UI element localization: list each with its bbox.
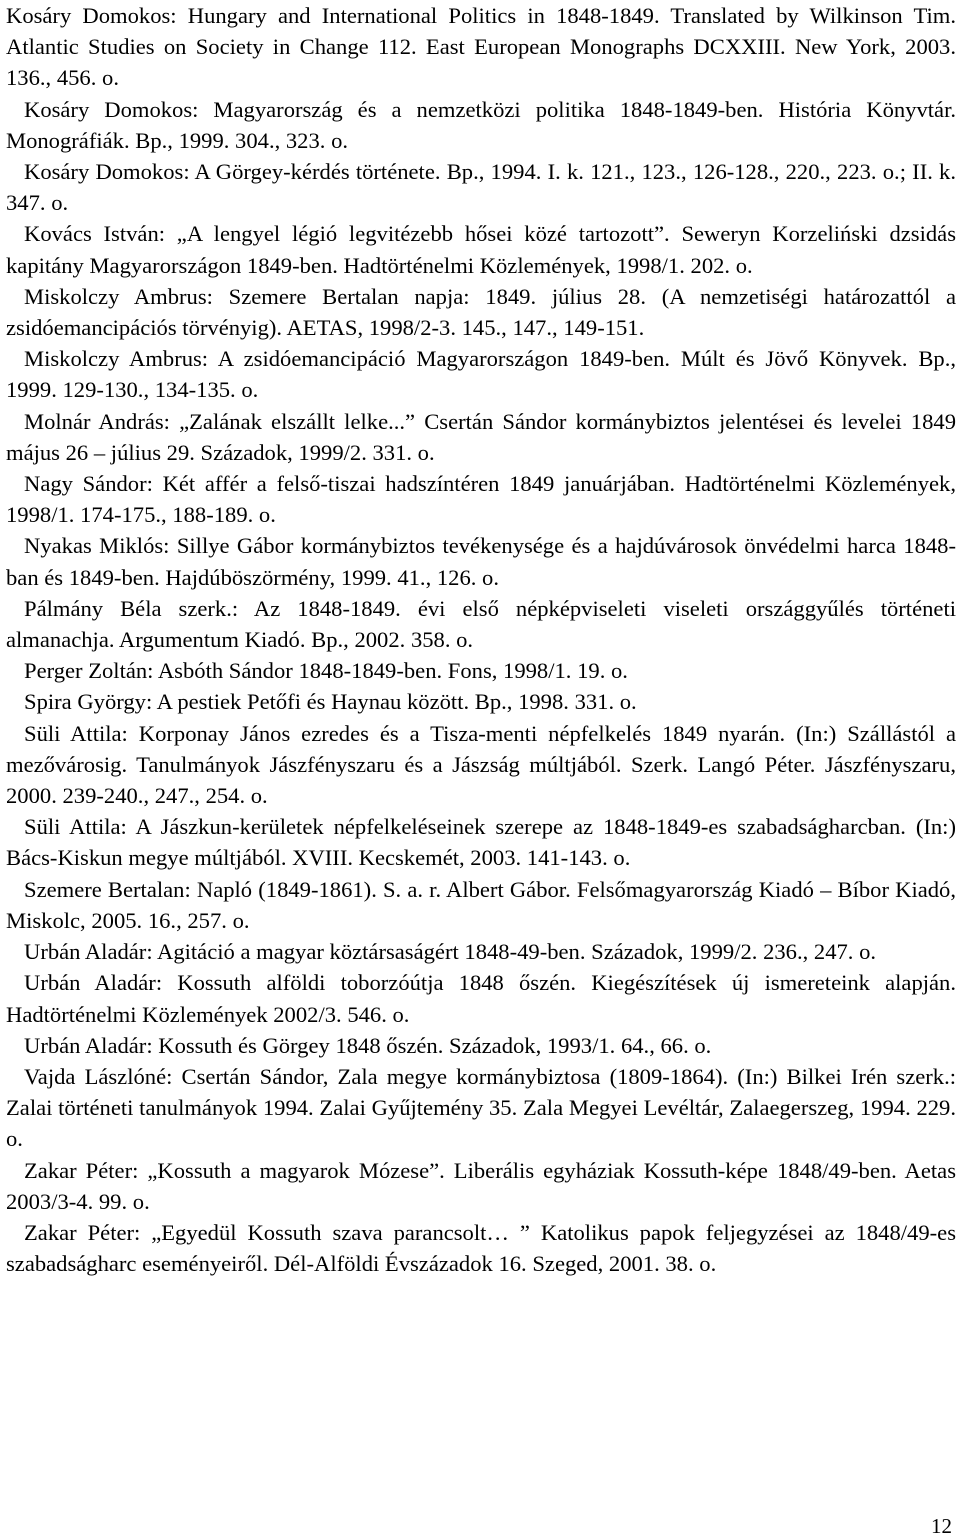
reference-entry [6, 718, 956, 812]
reference-entry [6, 406, 956, 468]
reference-entry [6, 593, 956, 655]
reference-text: Zakar Péter: „Kossuth a magyarok Mózese”. Liberális egyháziak Kossuth-képe 1848/49-ben. Aetas 2003/3-4. 99. o. [6, 1157, 956, 1214]
reference-entry [6, 1030, 956, 1061]
reference-text: Spira György: A pestiek Petőfi és Haynau között. Bp., 1998. 331. o. [24, 689, 637, 715]
reference-entry [6, 281, 956, 343]
reference-text: Szemere Bertalan: Napló (1849-1861). S. a. r. Albert Gábor. Felsőmagyarország Kiadó – Bíbor Kiadó, Miskolc, 2005. 16., 257. o. [6, 876, 956, 933]
reference-entry [6, 686, 956, 717]
reference-text: Nagy Sándor: Két affér a felső-tiszai hadszíntéren 1849 januárjában. Hadtörténelmi Közlemények, 1998/1. 174-175., 188-189. o. [6, 471, 956, 528]
reference-text: Kovács István: „A lengyel légió legvitézebb hősei közé tartozott”. Seweryn Korzeliński dzsidás kapitány Magyarországon 1849-ben. Hadtörténelmi Közlemények, 1998/1. 202. o. [6, 221, 956, 278]
reference-entry [6, 811, 956, 873]
reference-entry [6, 1217, 956, 1279]
reference-text: Süli Attila: A Jászkun-kerületek népfelkeléseinek szerepe az 1848-1849-es szabadságharcban. (In:) Bács-Kiskun megye múltjából. XVIII. Kecskemét, 2003. 141-143. o. [6, 814, 956, 871]
reference-text: Urbán Aladár: Kossuth alföldi toborzóútja 1848 őszén. Kiegészítések új ismereteink alapján. Hadtörténelmi Közlemények 2002/3. 546. o. [6, 970, 956, 1027]
reference-entry [6, 218, 956, 280]
reference-text: Kosáry Domokos: Magyarország és a nemzetközi politika 1848-1849-ben. História Könyvtár. Monográfiák. Bp., 1999. 304., 323. o. [6, 96, 956, 153]
reference-text: Süli Attila: Korponay János ezredes és a Tisza-menti népfelkelés 1849 nyarán. (In:) Szállástól a mezővárosig. Tanulmányok Jászfényszaru és a Jászság múltjából. Szerk. Langó Péter. Jászfényszaru, 2000. 239-240., 247., 254. o. [6, 720, 956, 809]
reference-entry [6, 94, 956, 156]
reference-entry [6, 468, 956, 530]
reference-text: Urbán Aladár: Agitáció a magyar köztársaságért 1848-49-ben. Századok, 1999/2. 236., 247. o. [24, 939, 877, 965]
reference-text: Miskolczy Ambrus: A zsidóemancipáció Magyarországon 1849-ben. Múlt és Jövő Könyvek. Bp., 1999. 129-130., 134-135. o. [6, 346, 956, 403]
reference-list [6, 0, 956, 1279]
reference-entry [6, 156, 956, 218]
reference-text: Vajda Lászlóné: Csertán Sándor, Zala megye kormánybiztosa (1809-1864). (In:) Bilkei Irén szerk.: Zalai történeti tanulmányok 1994. Zalai Gyűjtemény 35. Zala Megyei Levéltár, Zalaegerszeg, 1994. 229. o. [6, 1063, 956, 1152]
reference-entry [6, 530, 956, 592]
reference-text: Nyakas Miklós: Sillye Gábor kormánybiztos tevékenysége és a hajdúvárosok önvédelmi harca 1848-ban és 1849-ben. Hajdúböszörmény, 1999. 41., 126. o. [6, 533, 956, 590]
reference-entry [6, 967, 956, 1029]
reference-text: Kosáry Domokos: Hungary and International Politics in 1848-1849. Translated by Wilkinson Tim. Atlantic Studies on Society in Change 112. East European Monographs DCXXIII. New York, 2003. 136., 456. o. [6, 3, 956, 91]
reference-entry [6, 874, 956, 936]
reference-text: Perger Zoltán: Asbóth Sándor 1848-1849-ben. Fons, 1998/1. 19. o. [24, 658, 628, 684]
reference-text: Kosáry Domokos: A Görgey-kérdés története. Bp., 1994. I. k. 121., 123., 126-128., 220., 223. o.; II. k. 347. o. [6, 159, 956, 216]
reference-entry [6, 1155, 956, 1217]
page-number: 12 [931, 1514, 952, 1538]
reference-text: Urbán Aladár: Kossuth és Görgey 1848 őszén. Századok, 1993/1. 64., 66. o. [24, 1032, 712, 1058]
reference-entry [6, 936, 956, 967]
reference-text: Molnár András: „Zalának elszállt lelke...” Csertán Sándor kormánybiztos jelentései és levelei 1849 május 26 – július 29. Századok, 1999/2. 331. o. [6, 408, 956, 465]
reference-entry [6, 655, 956, 686]
reference-entry [6, 0, 956, 94]
reference-text: Miskolczy Ambrus: Szemere Bertalan napja: 1849. július 28. (A nemzetiségi határozattól a zsidóemancipációs törvényig). AETAS, 1998/2-3. 145., 147., 149-151. [6, 283, 956, 341]
reference-entry [6, 1061, 956, 1155]
reference-text: Pálmány Béla szerk.: Az 1848-1849. évi első népképviseleti viseleti országgyűlés történeti almanachja. Argumentum Kiadó. Bp., 2002. 358. o. [6, 595, 956, 653]
reference-entry [6, 343, 956, 405]
reference-text: Zakar Péter: „Egyedül Kossuth szava parancsolt… ” Katolikus papok feljegyzései az 1848/49-es szabadságharc eseményeiről. Dél-Alföldi Évszázadok 16. Szeged, 2001. 38. o. [6, 1219, 956, 1277]
